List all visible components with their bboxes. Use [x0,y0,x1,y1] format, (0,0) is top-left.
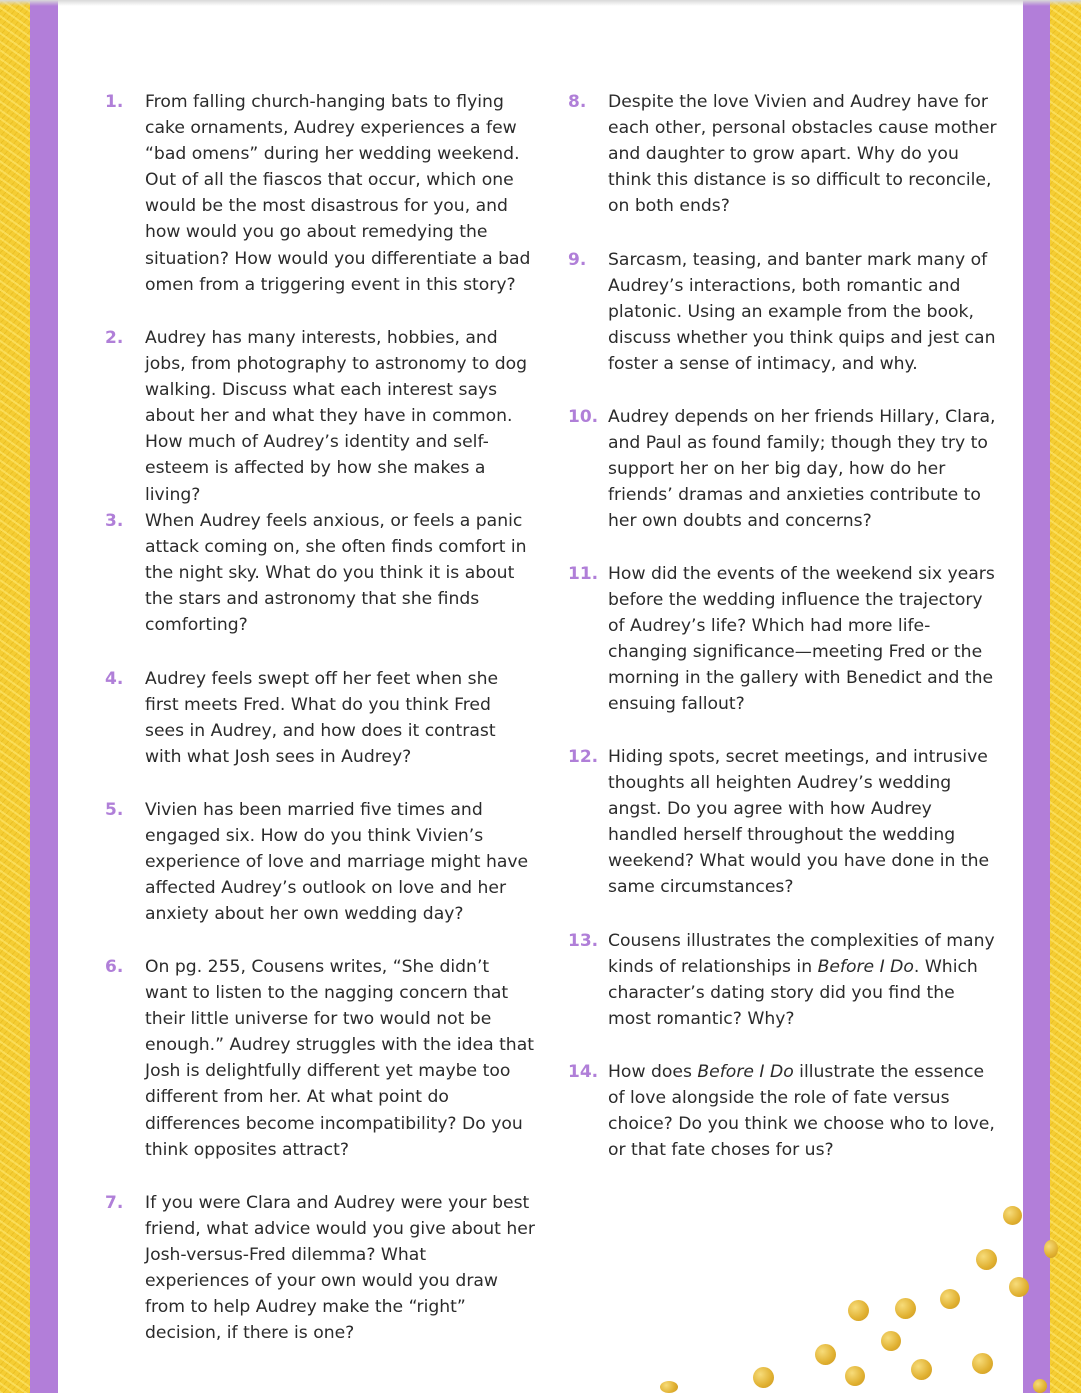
question-number: 8. [568,92,587,112]
question-number: 6. [105,957,124,977]
question-text [608,928,998,1032]
question-number: 14. [568,1062,599,1082]
confetti-dot [895,1298,916,1319]
question-text: When Audrey feels anxious, or feels a panic attack coming on, she often finds comfort in the night sky. What do you think it is about the stars and astronomy that she finds comforting? [145,511,527,636]
confetti-dot [1009,1277,1029,1297]
question-text: Audrey feels swept off her feet when she first meets Fred. What do you think Fred sees in Audrey, and how does it contrast with what Josh sees in Audrey? [145,669,499,768]
confetti-dot [940,1289,960,1309]
question-number: 7. [105,1193,124,1213]
confetti-dot [845,1366,865,1386]
gold-border-left [0,0,30,1393]
confetti-dot [660,1381,678,1393]
question-text: Audrey depends on her friends Hillary, Clara, and Paul as found family; though they try to support her on her big day, how do her friends’ dramas and anxieties contribute to her own doubts and concerns? [608,407,996,532]
book-title: Before I Do [817,957,914,978]
question-text: Hiding spots, secret meetings, and intrusive thoughts all heighten Audrey’s wedding angst. Do you agree with how Audrey handled herself throughout the wedding weekend? What would you have done in the same circumstances? [608,747,990,898]
question-number: 13. [568,931,599,951]
question-text: If you were Clara and Audrey were your best friend, what advice would you give about her Josh-versus-Fred dilemma? What experiences of your own would you draw from to help Audrey make the “right” decision, if there is one? [145,1193,535,1344]
question-text-part: Cousens illustrates the complexities of many kinds of relationships in [608,931,995,978]
question-number: 12. [568,747,599,767]
confetti-dot [881,1331,901,1351]
gold-border-right [1050,0,1081,1393]
question-number: 1. [105,92,124,112]
question-text: From falling church-hanging bats to flying cake ornaments, Audrey experiences a few “bad omens” during her wedding weekend. Out of all the fiascos that occur, which one would be the most disastrous for you, and how would you go about remedying the situation? How would you differentiate a bad omen from a triggering event in this story? [145,92,531,295]
question-number: 9. [568,250,587,270]
confetti-dot [1044,1240,1058,1258]
question-number: 4. [105,669,124,689]
confetti-dot [972,1353,993,1374]
question-text-part: . Which character’s dating story did you find the most romantic? Why? [608,957,978,1030]
page-top-edge [0,0,1081,6]
purple-border-right [1023,0,1050,1393]
question-text: Sarcasm, teasing, and banter mark many of Audrey’s interactions, both romantic and platonic. Using an example from the book, discuss whether you think quips and jest can foster a sense of intimacy, and why. [608,250,996,375]
question-text-part: How does [608,1062,698,1082]
confetti-dot [1033,1379,1047,1393]
purple-border-left [30,0,58,1393]
question-number: 3. [105,511,124,531]
question-text: How did the events of the weekend six years before the wedding influence the trajectory of Audrey’s life? Which had more life-changing significance—meeting Fred or the morning in the gallery with Benedict and the ensuing fallout? [608,564,995,715]
question-text-part: illustrate the essence of love alongside the role of fate versus choice? Do you think we choose who to love, or that fate choses for us? [608,1062,995,1161]
confetti-dot [1003,1206,1022,1225]
confetti-dot [848,1300,869,1321]
question-text: Vivien has been married five times and engaged six. How do you think Vivien’s experience of love and marriage might have affected Audrey’s outlook on love and her anxiety about her own wedding day? [145,800,529,925]
confetti-dot [753,1367,774,1388]
question-text: On pg. 255, Cousens writes, “She didn’t want to listen to the nagging concern that their little universe for two would not be enough.” Audrey struggles with the idea that Josh is delightfully different yet maybe too different from her. At what point do differences become incompatibility? Do you think opposites attract? [145,957,534,1160]
question-number: 10. [568,407,599,427]
question-text [608,1059,998,1163]
book-title: Before I Do [697,1062,794,1082]
question-number: 11. [568,564,599,584]
confetti-dot [976,1249,997,1270]
confetti-dot [911,1359,932,1380]
question-number: 5. [105,800,124,820]
question-text: Audrey has many interests, hobbies, and jobs, from photography to astronomy to dog walking. Discuss what each interest says about her and what they have in common. How much of Audrey’s identity and self-esteem is affected by how she makes a living? [145,328,528,505]
confetti-dot [815,1344,836,1365]
question-text: Despite the love Vivien and Audrey have for each other, personal obstacles cause mother and daughter to grow apart. Why do you think this distance is so difficult to reconcile, on both ends? [608,92,997,217]
question-number: 2. [105,328,124,348]
